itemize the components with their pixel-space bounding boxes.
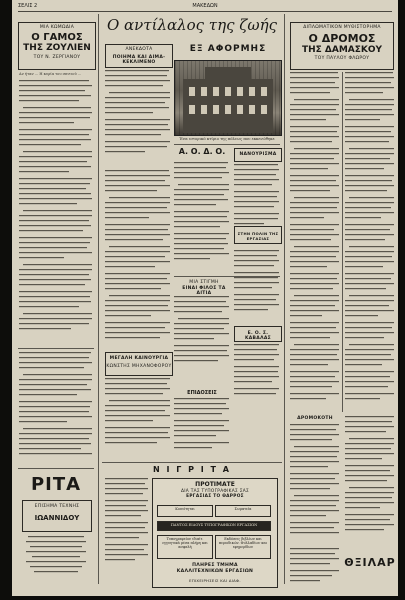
ad-left-cell: Τυπογραφείον ιδιαίτ. εγγυητικά μέσα πλήρη και ασφαλή xyxy=(157,535,213,559)
story-title-line2: ΤΗΣ ΖΟΥΛΙΕΝ xyxy=(23,43,91,53)
big-news-box xyxy=(105,352,173,376)
eos-head-box xyxy=(234,326,282,342)
ad-box xyxy=(22,500,92,532)
section-rule xyxy=(18,348,94,349)
text-lines xyxy=(345,72,395,412)
ad-big-word: ΡΙΤΑ xyxy=(30,474,82,495)
text-lines xyxy=(105,478,149,578)
nigrita-head: Ν Ι Γ Ρ Ι Τ Α xyxy=(153,465,231,474)
epidosis-head: ΕΠΙΔΟΣΕΙΣ xyxy=(187,390,217,396)
section-rule xyxy=(174,144,280,145)
big-news-head: ΜΕΓΑΛΗ ΚΑΙΝΟΥΡΓΙΑ xyxy=(109,356,169,361)
right-big-word: ΘΞΙΛΑΡ xyxy=(344,556,396,569)
text-lines xyxy=(290,548,340,588)
big-news-sub: ΚΩΝΣΤΗΣ ΜΗΧΑΝΟΦΟΡΟΥ xyxy=(106,364,172,369)
building-photo xyxy=(174,60,282,136)
text-lines xyxy=(345,416,395,546)
text-lines xyxy=(234,250,280,324)
ad-line3: ΕΡΓΑΣΙΑΣ ΤΟ ΘΑΡΡΟΣ xyxy=(186,494,244,499)
text-lines xyxy=(24,536,88,586)
ad-right-cell: Εκδόσεις βιβλίων και περιοδικών. Φυλλαδίων και εφημερίδων xyxy=(215,535,271,559)
text-lines xyxy=(174,162,230,272)
section-head: ΕΞ ΑΦΟΡΜΗΣ xyxy=(189,44,267,54)
aodo-heading: Α. Ο. Δ. Ο. xyxy=(178,147,226,156)
novel-kicker: ΔΙΠΛΩΜΑΤΙΚΟΝ ΜΥΘΙΣΤΟΡΗΜΑ xyxy=(303,25,381,30)
section-rule xyxy=(18,468,94,469)
eos-head: Ε. Ο. Σ. ΚΑΒΑΛΑΣ xyxy=(244,331,272,341)
anecdote-kicker: ΑΝΕΚΔΟΤΑ xyxy=(125,47,153,52)
text-lines xyxy=(105,378,171,458)
ad-footer: ΕΠΙΧΕΙΡΗΣΕΙΣ ΚΑΙ ΔΙΑΦ. xyxy=(189,578,241,583)
photo-caption: Ένα ιστορικό κτίριο της πόλεως που εκκενώθηκε xyxy=(179,136,275,141)
text-lines xyxy=(290,424,340,544)
text-lines xyxy=(234,344,280,414)
story-title-line1: Ο ΓΑΜΟΣ xyxy=(31,32,83,43)
text-lines xyxy=(105,70,171,160)
masthead: ΜΑΚΕΔΩΝ xyxy=(192,3,218,9)
ad-cell-communities: Κοινότηται xyxy=(157,505,213,517)
mid-head: ΕΙΝΑΙ ΦΙΛΟΣ ΤΑ ΑΙΤΙΑ xyxy=(182,286,226,296)
ad-line2: ΔΙΑ ΤΑΣ ΤΥΠΟΓΡΑΦΙΚΑΣ ΣΑΣ xyxy=(180,489,249,494)
work-city-head-box xyxy=(234,226,282,244)
work-city-head: ΣΤΗΝ ΠΟΛΙΝ ΤΗΣ ΕΡΓΑΣΙΑΣ xyxy=(237,231,279,241)
text-lines xyxy=(290,72,340,412)
ad-band: ΠΑΝΤΟΣ ΕΙΔΟΥΣ ΤΥΠΟΓΡΑΦΙΚΩΝ ΕΡΓΑΣΙΩΝ xyxy=(157,521,271,531)
novel-title-line2: ΤΗΣ ΔΑΜΑΣΚΟΥ xyxy=(301,45,383,55)
mid-kicker: ΜΙΑ ΣΤΙΓΜΗ xyxy=(189,280,219,285)
text-lines xyxy=(19,352,93,462)
anecdote-header xyxy=(105,44,173,68)
ad-prefer: ΠΡΟΤΙΜΑΤΕ xyxy=(195,481,235,488)
section-rule xyxy=(102,462,282,463)
ad-cell-associations: Σωματεία xyxy=(215,505,271,517)
newspaper-page xyxy=(12,0,398,596)
novel-header-box xyxy=(290,22,394,70)
text-lines xyxy=(174,296,230,376)
novel-subhead: ΔΡΟΜΟΚΟΤΗ xyxy=(297,416,333,421)
column-rule xyxy=(284,14,285,584)
text-lines xyxy=(105,170,171,350)
page-header xyxy=(18,2,392,12)
story-byline: ΤΟΥ Ν. ΖΕΡΓΙΑΝΟΥ xyxy=(33,55,81,60)
lullaby-head: ΝΑΝΟΥΡΙΣΜΑ xyxy=(239,152,277,157)
script-title: Ο αντίλαλος της ζωής xyxy=(106,16,278,34)
ad-bottom2: ΚΑΛΛΙΤΕΧΝΙΚΩΝ ΕΡΓΑΣΙΩΝ xyxy=(176,569,254,574)
text-lines xyxy=(19,80,93,335)
column-rule xyxy=(342,72,343,412)
page-number: ΣΕΛΙΣ 2 xyxy=(18,3,38,9)
text-lines xyxy=(174,398,230,458)
column-rule xyxy=(98,14,99,584)
ad-name: ΙΩΑΝΝΙΔΟΥ xyxy=(34,514,80,522)
novel-byline: ΤΟΥ ΠΑΥΛΟΥ ΦΛΩΡΟΥ xyxy=(314,56,370,61)
printing-ad xyxy=(152,478,278,588)
anecdote-head: ΠΟΙΗΜΑ ΚΑΙ ΑΙΜΑ-ΚΕΚΛΙΜΕΝΟ xyxy=(112,55,166,65)
ad-bottom: ΠΛΗΡΕΣ ΤΜΗΜΑ xyxy=(192,563,238,568)
lullaby-head-box xyxy=(234,148,282,162)
story-body-text: Αν ήταν ... Η κυρία του σπιτιού ... xyxy=(19,72,82,76)
novel-title-line1: Ο ΔΡΟΜΟΣ xyxy=(308,32,376,45)
story-kicker: ΜΙΑ ΚΩΜΩΔΙΑ xyxy=(39,25,75,30)
ad-line: ΕΠΙΣΗΜΑ ΤΕΧΝΗΣ xyxy=(34,504,80,509)
story-header-box xyxy=(18,22,96,70)
